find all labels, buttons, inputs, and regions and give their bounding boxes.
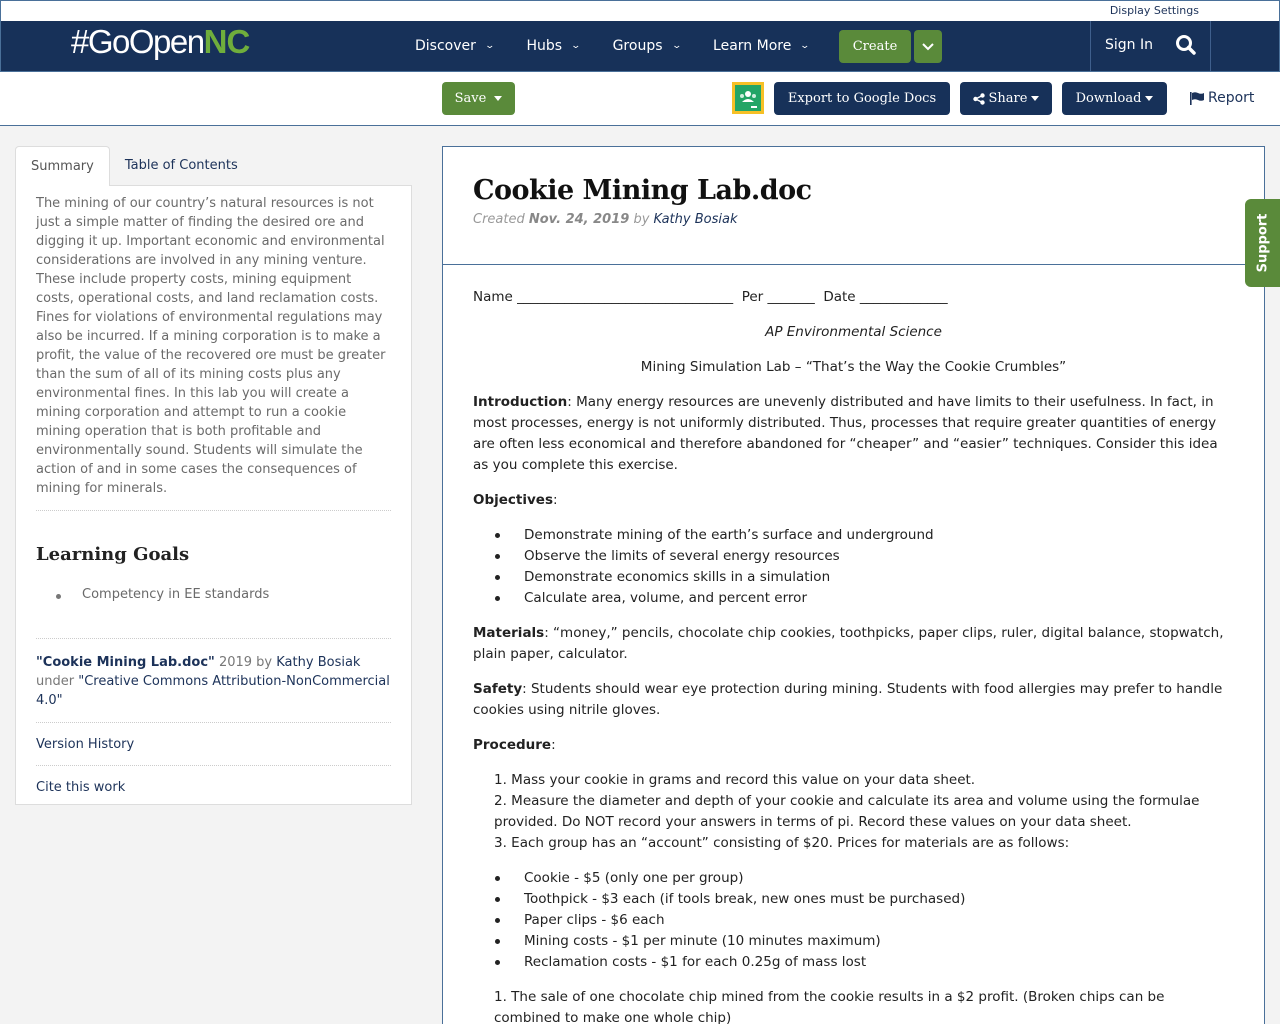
site-logo[interactable]	[71, 23, 249, 61]
safety-text: : Students should wear eye protection during mining. Students with food allergies may prefer to handle cookies using nitrile gloves.	[473, 681, 1223, 718]
document-title: Cookie Mining Lab.doc	[473, 175, 812, 206]
export-google-docs-button[interactable]: Export to Google Docs	[774, 82, 950, 115]
sidebar-tabs	[15, 146, 412, 186]
price-item: Cookie - $5 (only one per group)	[493, 868, 1234, 889]
create-button[interactable]: Create	[839, 30, 911, 63]
main-navbar	[0, 21, 1280, 72]
author-link[interactable]: Kathy Bosiak	[653, 212, 738, 227]
chevron-down-icon: ⌄	[799, 41, 811, 51]
create-dropdown-button[interactable]	[914, 30, 942, 63]
signin-area	[1090, 21, 1211, 71]
materials-text: : “money,” pencils, chocolate chip cookies, toothpicks, paper clips, ruler, digital balance, stopwatch, plain paper, calculator.	[473, 625, 1224, 662]
google-classroom-button[interactable]	[732, 82, 764, 114]
procedure-heading: Procedure:	[473, 737, 556, 753]
nav-label: Hubs	[526, 38, 563, 54]
share-button[interactable]	[960, 82, 1052, 115]
nav-label: Discover	[415, 38, 476, 54]
objectives-list	[493, 525, 1234, 609]
chevron-down-icon	[922, 43, 934, 51]
attribution-under: under	[36, 674, 79, 689]
nav-discover[interactable]	[415, 38, 493, 54]
version-history-link[interactable]: Version History	[36, 723, 391, 766]
logo-accent: NC	[203, 23, 250, 60]
attribution	[36, 639, 391, 723]
download-button[interactable]	[1062, 82, 1167, 115]
nav-label: Groups	[612, 38, 663, 54]
objective-item: Observe the limits of several energy resources	[493, 546, 1234, 567]
logo-text: #GoOpen	[71, 23, 204, 60]
materials-paragraph	[473, 623, 1234, 665]
share-label: Share	[988, 91, 1028, 106]
attribution-year: 2019 by	[214, 655, 277, 670]
share-icon	[973, 93, 985, 105]
learning-goals-title: Learning Goals	[36, 544, 190, 565]
document-body	[443, 265, 1264, 1024]
safety-paragraph	[473, 679, 1234, 721]
search-icon[interactable]	[1175, 34, 1197, 60]
document-header	[443, 147, 1264, 265]
created-label: Created	[473, 212, 529, 227]
flag-icon	[1190, 92, 1204, 105]
download-label: Download	[1075, 91, 1142, 106]
procedure-label: Procedure	[473, 737, 552, 753]
course-name: AP Environmental Science	[765, 324, 942, 340]
sign-in-link[interactable]: Sign In	[1105, 37, 1153, 53]
display-settings-link[interactable]: Display Settings	[1109, 4, 1199, 17]
objective-item: Calculate area, volume, and percent error	[493, 588, 1234, 609]
nav-label: Learn More	[713, 38, 792, 54]
price-item: Toothpick - $3 each (if tools break, new ones must be purchased)	[493, 889, 1234, 910]
price-item: Mining costs - $1 per minute (10 minutes maximum)	[493, 931, 1234, 952]
caret-down-icon	[494, 96, 502, 101]
procedure-step: 1. Mass your cookie in grams and record this value on your data sheet.	[494, 772, 976, 788]
objective-item: Demonstrate mining of the earth’s surface and underground	[493, 525, 1234, 546]
objectives-label: Objectives	[473, 492, 553, 508]
summary-text: The mining of our country’s natural resources is not just a simple matter of finding the desired ore and digging it up. Important economic and environmental considerations are involved in any mining venture. These include property costs, mining equipment costs, operational costs, and land reclamation costs. Fines for violations of environmental regulations may also be incurred. If a mining corporation is to make a profit, the value of the recovered ore must be greater than the sum of all of its mining costs plus any environmental fines. In this lab you will create a mining corporation and attempt to run a cookie mining operation that is both profitable and environmentally sound. Students will simulate the action of and in some cases the consequences of mining for minerals.	[36, 194, 391, 511]
by-label: by	[629, 212, 654, 227]
procedure-steps	[494, 770, 1234, 854]
created-date: Nov. 24, 2019	[528, 212, 630, 227]
procedure-step: 2. Measure the diameter and depth of your cookie and calculate its area and volume using the formulae provided. Do NOT record your answers in terms of pi. Record these values on your data sheet.	[494, 793, 1200, 830]
tab-summary[interactable]: Summary	[15, 146, 110, 186]
caret-down-icon	[1031, 96, 1039, 101]
nav-links	[415, 21, 842, 71]
nav-hubs[interactable]	[526, 38, 582, 54]
learning-goal-item: Competency in EE standards	[56, 587, 391, 602]
caret-down-icon	[1145, 96, 1153, 101]
report-label: Report	[1208, 90, 1255, 106]
materials-label: Materials	[473, 625, 545, 641]
lab-subtitle: Mining Simulation Lab – “That’s the Way the Cookie Crumbles”	[640, 359, 1067, 375]
chevron-down-icon: ⌄	[484, 41, 495, 51]
nav-learn-more[interactable]	[713, 38, 809, 54]
save-button[interactable]	[442, 82, 515, 115]
procedure-step: 3. Each group has an “account” consisting of $20. Prices for materials are as follows:	[494, 835, 1070, 851]
prices-list	[493, 868, 1234, 973]
safety-label: Safety	[473, 681, 523, 697]
license-link[interactable]: "Creative Commons Attribution-NonCommercial 4.0"	[36, 674, 390, 708]
tab-table-of-contents[interactable]: Table of Contents	[124, 158, 238, 173]
learning-goals-list	[36, 587, 391, 639]
resource-action-bar	[0, 72, 1280, 126]
document-meta	[473, 212, 1234, 227]
intro-label: Introduction	[473, 394, 568, 410]
document-viewer	[442, 146, 1265, 1024]
attribution-title[interactable]: "Cookie Mining Lab.doc"	[36, 655, 215, 670]
intro-text: : Many energy resources are unevenly distributed and have limits to their usefulness. In fact, in most processes, energy is not uniformly distributed. Thus, processes that require greater quantities of energy are often less economical and therefore abandoned for “cheaper” and “easier” techniques. Consider this idea as you complete this exercise.	[473, 394, 1218, 473]
chevron-down-icon: ⌄	[670, 41, 682, 51]
nav-groups[interactable]	[613, 38, 680, 54]
support-tab[interactable]	[1245, 199, 1280, 287]
name-line: Name ________________________________ Per _______ Date _____________	[473, 289, 948, 305]
summary-panel	[15, 185, 412, 805]
price-item: Paper clips - $6 each	[493, 910, 1234, 931]
attribution-author-link[interactable]: Kathy Bosiak	[276, 655, 361, 670]
objective-item: Demonstrate economics skills in a simulation	[493, 567, 1234, 588]
resource-sidebar	[15, 146, 412, 805]
top-strip	[0, 0, 1280, 21]
support-label: Support	[1255, 213, 1270, 273]
report-link[interactable]	[1190, 90, 1254, 106]
price-item: Reclamation costs - $1 for each 0.25g of mass lost	[493, 952, 1234, 973]
introduction-paragraph	[473, 392, 1234, 476]
google-classroom-icon	[735, 85, 761, 111]
chevron-down-icon: ⌄	[570, 41, 582, 51]
objectives-heading: Objectives:	[473, 492, 558, 508]
save-label: Save	[454, 91, 487, 106]
sale-step: 1. The sale of one chocolate chip mined from the cookie results in a $2 profit. (Broken chips can be combined to make one whole chip)	[494, 989, 1165, 1024]
cite-this-work-link[interactable]: Cite this work	[36, 780, 126, 795]
